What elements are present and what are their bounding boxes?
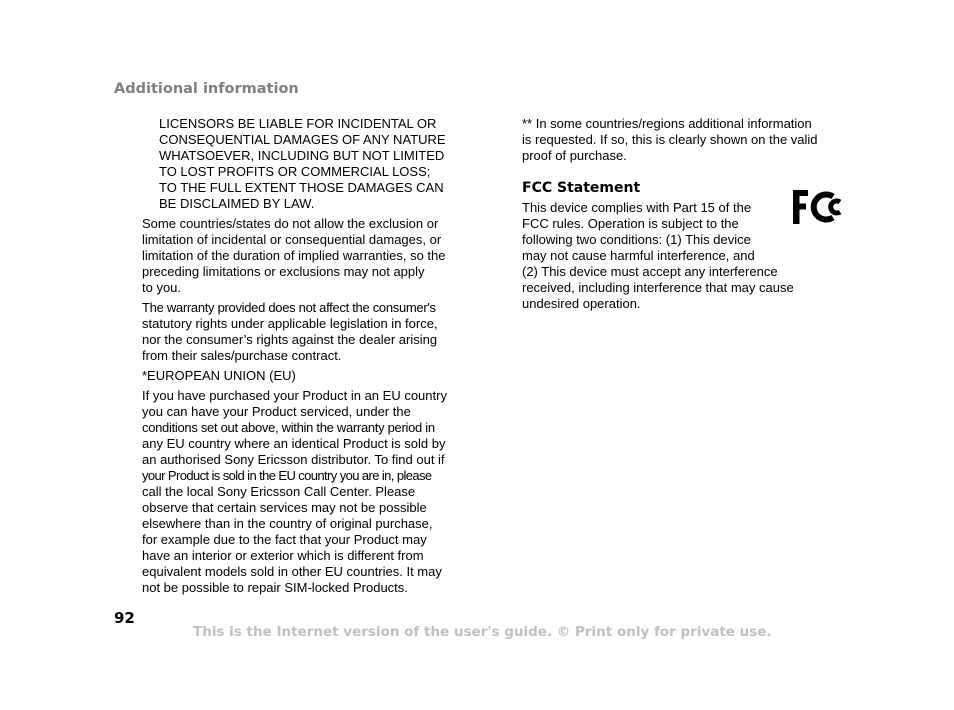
text-line: from their sales/purchase contract. — [142, 348, 342, 363]
licensors-paragraph — [159, 116, 446, 212]
text-line: limitation of the duration of implied warranties, so the — [142, 248, 446, 263]
text-line: you can have your Product serviced, under the — [142, 404, 411, 419]
fcc-logo-icon — [790, 186, 848, 228]
eu-paragraph — [142, 388, 447, 596]
text-line: following two conditions: (1) This device — [522, 232, 751, 247]
fcc-statement-heading: FCC Statement — [522, 180, 641, 196]
statutory-paragraph — [142, 300, 438, 364]
text-line: TO THE FULL EXTENT THOSE DAMAGES CAN — [159, 180, 444, 195]
text-line: limitation of incidental or consequential damages, or — [142, 232, 442, 247]
text-line: call the local Sony Ericsson Call Center. Please — [142, 484, 416, 499]
text-line: WHATSOEVER, INCLUDING BUT NOT LIMITED — [159, 148, 445, 163]
text-line: Some countries/states do not allow the exclusion or — [142, 216, 439, 231]
text-line: BE DISCLAIMED BY LAW. — [159, 196, 315, 211]
text-line: received, including interference that may cause — [522, 280, 794, 295]
text-line: have an interior or exterior which is different from — [142, 548, 424, 563]
text-line: TO LOST PROFITS OR COMMERCIAL LOSS; — [159, 164, 431, 179]
text-line: undesired operation. — [522, 296, 641, 311]
text-line: statutory rights under applicable legislation in force, — [142, 316, 438, 331]
text-line: (2) This device must accept any interference — [522, 264, 778, 279]
text-line: equivalent models sold in other EU countries. It may — [142, 564, 442, 579]
text-line: If you have purchased your Product in an EU country — [142, 388, 447, 403]
text-line: may not cause harmful interference, and — [522, 248, 755, 263]
text-line: any EU country where an identical Product is sold by — [142, 436, 446, 451]
text-line: for example due to the fact that your Product may — [142, 532, 427, 547]
text-line: ** In some countries/regions additional information — [522, 116, 812, 131]
text-line: This device complies with Part 15 of the — [522, 200, 752, 215]
eu-heading — [142, 368, 296, 384]
text-line: is requested. If so, this is clearly shown on the valid — [522, 132, 818, 147]
page-number: 92 — [114, 609, 135, 627]
text-line: not be possible to repair SIM-locked Products. — [142, 580, 408, 595]
text-line: an authorised Sony Ericsson distributor. To find out if — [142, 452, 445, 467]
text-line: The warranty provided does not affect the consumer's — [142, 300, 436, 315]
text-line: observe that certain services may not be possible — [142, 500, 427, 515]
text-line: elsewhere than in the country of original purchase, — [142, 516, 433, 531]
text-line: CONSEQUENTIAL DAMAGES OF ANY NATURE — [159, 132, 446, 147]
exclusion-paragraph — [142, 216, 446, 296]
text-line: preceding limitations or exclusions may not apply — [142, 264, 425, 279]
eu-heading-text: *EUROPEAN UNION (EU) — [142, 368, 296, 383]
text-line: conditions set out above, within the warranty period in — [142, 420, 435, 435]
text-line: to you. — [142, 280, 182, 295]
text-line: proof of purchase. — [522, 148, 627, 163]
text-line: nor the consumer’s rights against the dealer arising — [142, 332, 438, 347]
text-line: LICENSORS BE LIABLE FOR INCIDENTAL OR — [159, 116, 437, 131]
text-line: your Product is sold in the EU country you are in, please — [142, 468, 432, 483]
purchase-note-paragraph — [522, 116, 818, 164]
text-line: FCC rules. Operation is subject to the — [522, 216, 739, 231]
section-header: Additional information — [114, 81, 299, 97]
footer-notice: This is the Internet version of the user's guide. © Print only for private use. — [193, 624, 772, 640]
fcc-statement-paragraph — [522, 200, 794, 312]
